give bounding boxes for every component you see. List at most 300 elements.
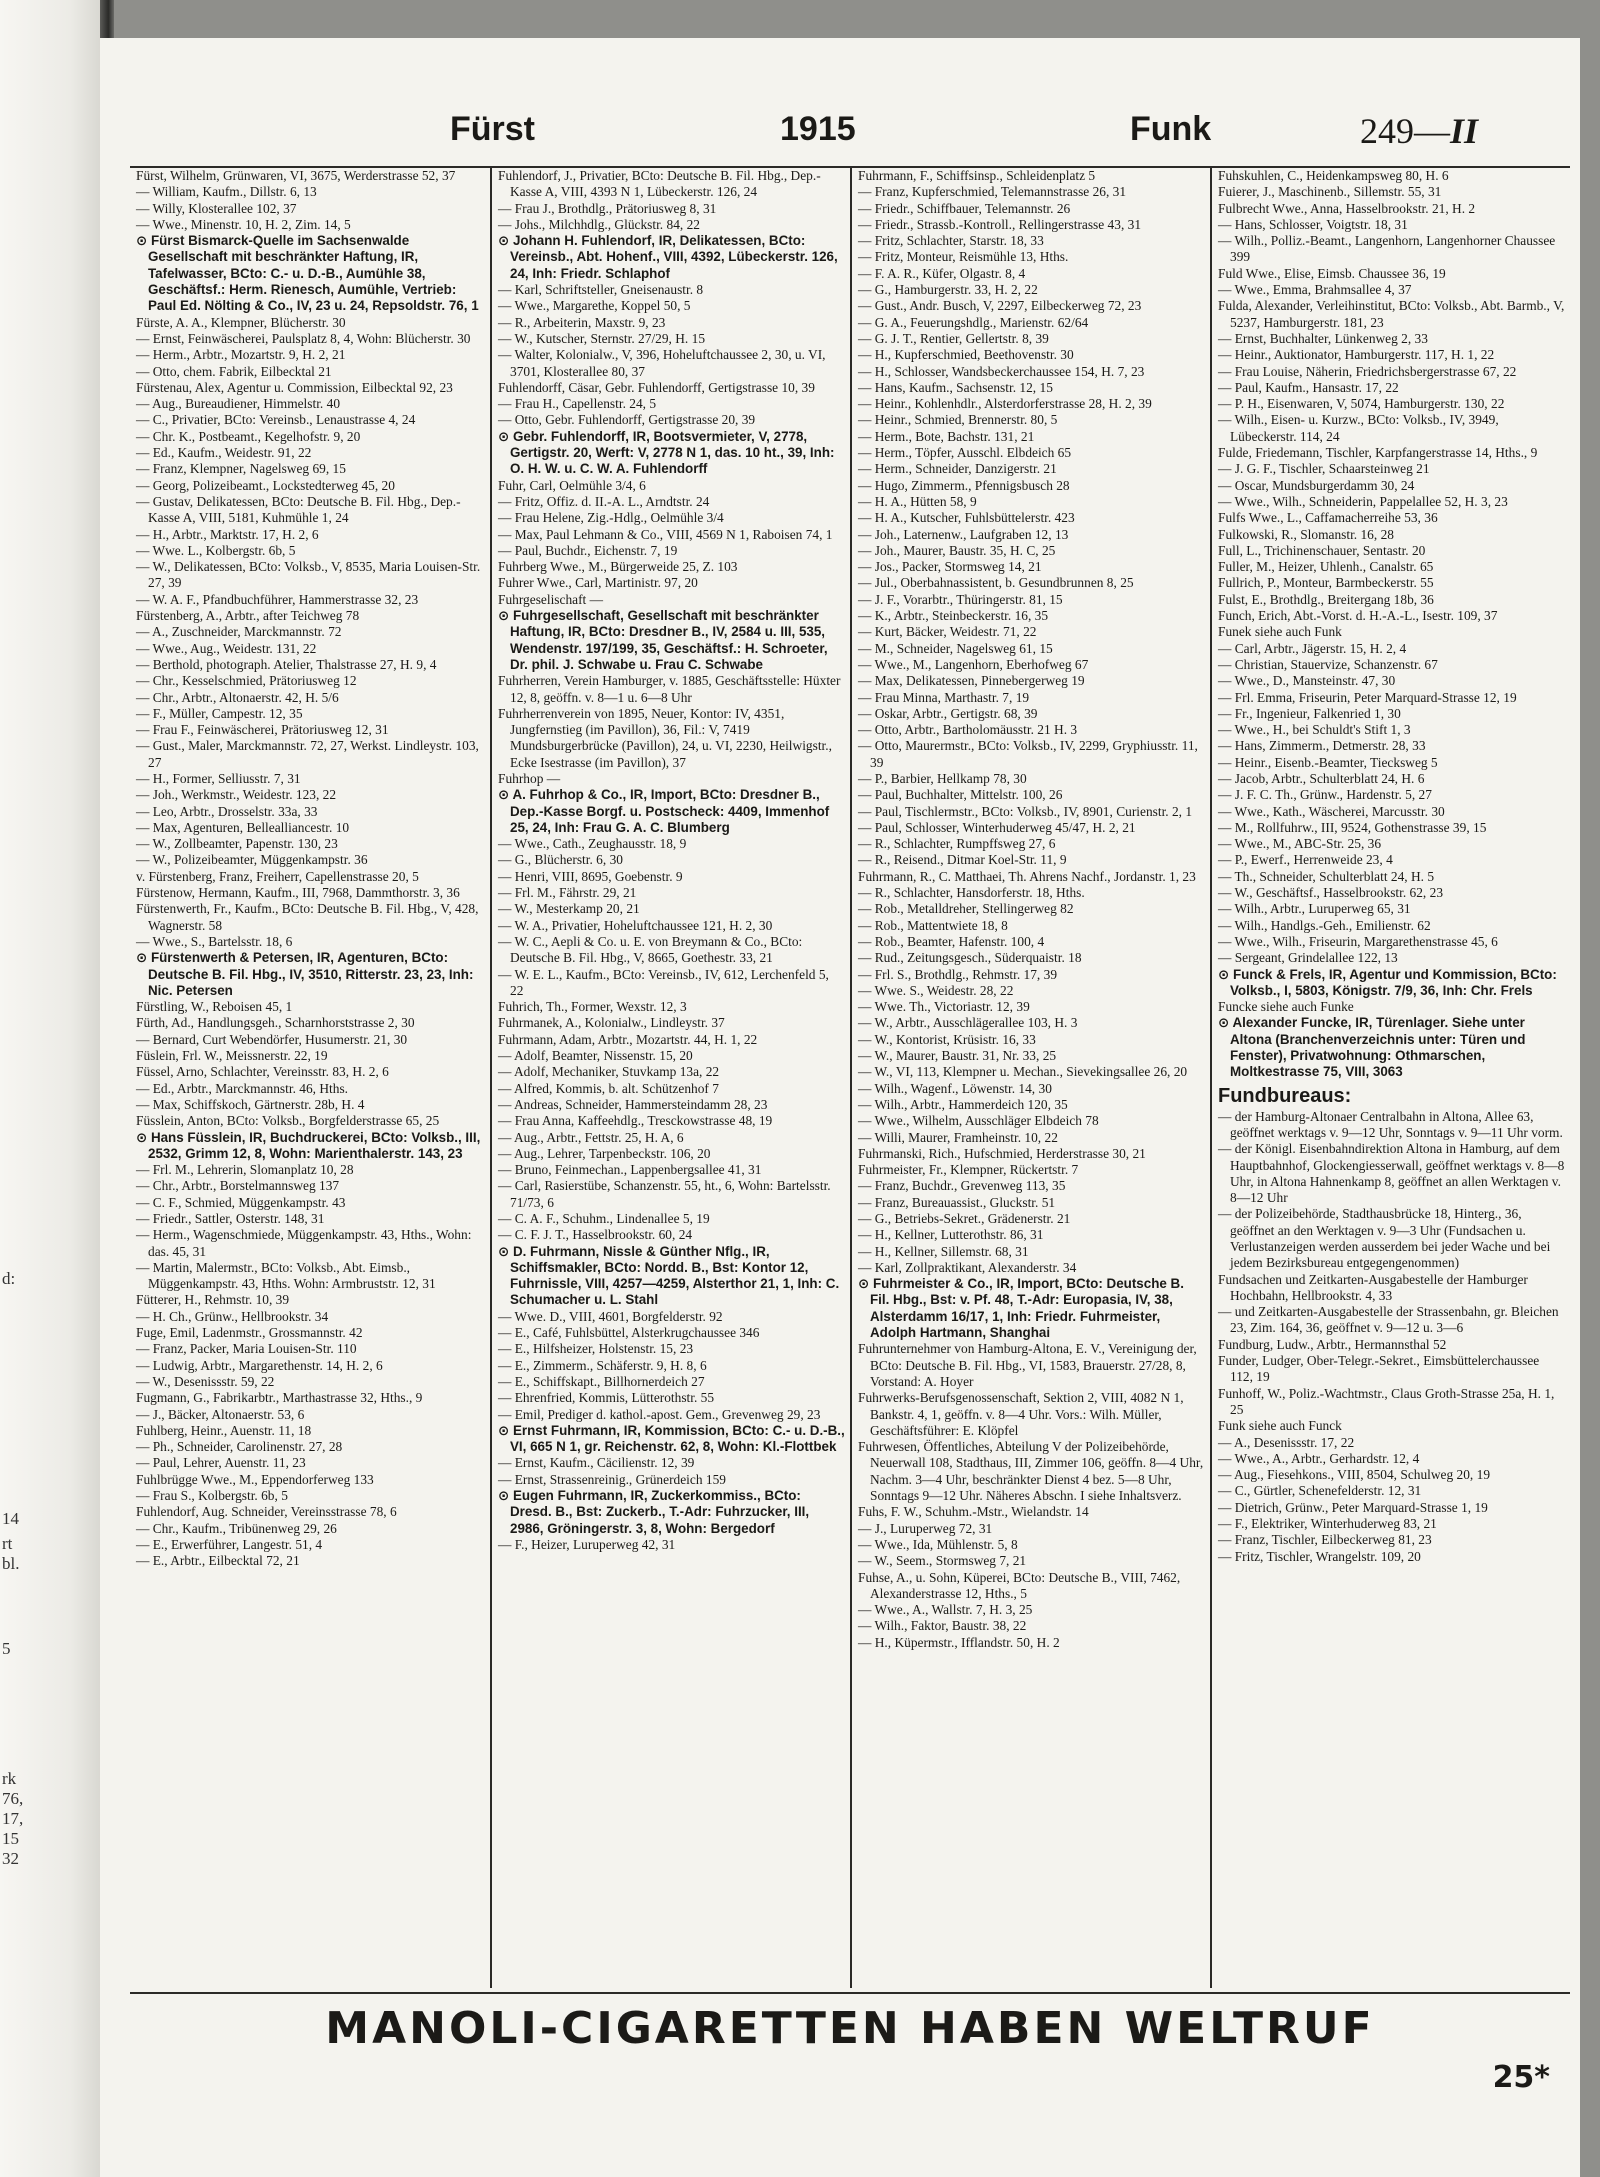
directory-entry: — P., Ewerf., Herrenweide 23, 4 bbox=[1218, 852, 1393, 868]
directory-entry: ⊙ Funck & Frels, IR, Agentur und Kommission, BCto: Volksb., I, 5803, Königstr. 7/9, 36, Inh: Chr. Frels bbox=[1218, 966, 1557, 998]
directory-entry: — Wwe., Aug., Weidestr. 131, 22 bbox=[136, 640, 317, 656]
directory-entry: — Fritz, Offiz. d. II.-A. L., Arndtstr. 24 bbox=[498, 493, 710, 509]
directory-entry: — Hans, Schlosser, Voigtstr. 18, 31 bbox=[1218, 216, 1408, 232]
directory-entry: — Fritz, Monteur, Reismühle 13, Hths. bbox=[858, 249, 1069, 265]
directory-entry: — Friedr., Sattler, Osterstr. 148, 31 bbox=[136, 1211, 325, 1226]
directory-entry: — und Zeitkarten-Ausgabestelle der Strassenbahn, gr. Bleichen 23, Zim. 164, 36, geöffnet v. 9—12 u. 3—6 bbox=[1218, 1304, 1559, 1336]
directory-entry: Fulkowski, R., Slomanstr. 16, 28 bbox=[1218, 526, 1394, 542]
directory-entry: — Leo, Arbtr., Drosselstr. 33a, 33 bbox=[136, 803, 318, 819]
directory-entry: ⊙ Alexander Funcke, IR, Türenlager. Siehe unter Altona (Branchenverzeichnis unter: Türen und Fenster), Privatwohnung: Othmarschen, Moltkestrasse 75, VIII, 3063 bbox=[1218, 1015, 1526, 1080]
directory-entry: — Wwe., Margarethe, Koppel 50, 5 bbox=[498, 298, 691, 314]
margin-fragment: rt bbox=[2, 1534, 13, 1553]
directory-entry: — Wwe. D., VIII, 4601, Borgfelderstr. 92 bbox=[498, 1308, 723, 1324]
directory-entry: — Paul, Kaufm., Hansastr. 17, 22 bbox=[1218, 379, 1399, 395]
directory-entry: — Joh., Laternenw., Laufgraben 12, 13 bbox=[858, 526, 1069, 542]
directory-entry: — E., Zimmerm., Schäferstr. 9, H. 8, 6 bbox=[498, 1357, 707, 1373]
directory-entry: Fuhrmeister, Fr., Klempner, Rückertstr. 7 bbox=[858, 1162, 1079, 1178]
directory-entry: — Wwe., A., Wallstr. 7, H. 3, 25 bbox=[858, 1602, 1033, 1618]
directory-entry: Füslein, Frl. W., Meissnerstr. 22, 19 bbox=[136, 1048, 328, 1064]
directory-entry: — Franz, Packer, Maria Louisen-Str. 110 bbox=[136, 1341, 357, 1357]
margin-fragment: rk bbox=[2, 1769, 17, 1788]
directory-entry: — P. H., Eisenwaren, V, 5074, Hamburgerstr. 130, 22 bbox=[1218, 396, 1505, 412]
directory-entry: ⊙ Gebr. Fuhlendorff, IR, Bootsvermieter, V, 2778, Gertigstr. 20, Werft: V, 2778 N 1, das. 10 ht., 39, Inh: O. H. W. u. C. W. A. Fuhlendorff bbox=[498, 428, 835, 477]
directory-entry: — Chr. K., Postbeamt., Kegelhofstr. 9, 20 bbox=[136, 428, 361, 444]
directory-entry: — Fritz, Tischler, Wrangelstr. 109, 20 bbox=[1218, 1548, 1421, 1564]
directory-entry: — Dietrich, Grünw., Peter Marquard-Strasse 1, 19 bbox=[1218, 1499, 1488, 1515]
directory-entry: ⊙ Fürstenwerth & Petersen, IR, Agenturen, BCto: Deutsche B. Fil. Hbg., IV, 3510, Ritterstr. 23, 23, Inh: Nic. Petersen bbox=[136, 950, 474, 998]
directory-entry: Fuierer, J., Maschinenb., Sillemstr. 55, 31 bbox=[1218, 184, 1442, 200]
directory-entry: — Wwe., Wilhelm, Ausschläger Elbdeich 78 bbox=[858, 1113, 1099, 1129]
directory-entry: Fuhrherrenverein von 1895, Neuer, Kontor: IV, 4351, Jungfernstieg (im Pavillon), 36, Fil.: V, 7419 Mundsburgerbrücke (Pavillon), 24, u. VI, 2230, Heilwigstr., Ecke Isestrasse (im Pavillon), 37 bbox=[498, 705, 832, 770]
margin-fragment: 17, bbox=[2, 1809, 24, 1828]
directory-entry: ⊙ D. Fuhrmann, Nissle & Günther Nflg., IR, Schiffsmakler, BCto: Nordd. B., Bst: Kontor 12, Fuhrnissle, VIII, 4257—4259, Alsterthor 21, 1, Inh: C. Schumacher u. L. Stahl bbox=[498, 1243, 840, 1308]
directory-entry: Fullrich, P., Monteur, Barmbeckerstr. 55 bbox=[1218, 575, 1434, 591]
directory-entry: Fuhrhop — bbox=[498, 770, 561, 786]
directory-entry: — Oscar, Mundsburgerdamm 30, 24 bbox=[1218, 477, 1415, 493]
directory-entry: — W. A., Privatier, Hoheluftchaussee 121, H. 2, 30 bbox=[498, 917, 773, 933]
directory-entry: — G. J. T., Rentier, Gellertstr. 8, 39 bbox=[858, 330, 1049, 346]
directory-entry: — Paul, Schlosser, Winterhuderweg 45/47, H. 2, 21 bbox=[858, 819, 1136, 835]
directory-entry: — Wwe., Cath., Zeughausstr. 18, 9 bbox=[498, 836, 687, 852]
directory-entry: — E., Hilfsheizer, Holstenstr. 15, 23 bbox=[498, 1341, 694, 1357]
directory-entry: — C. A. F., Schuhm., Lindenallee 5, 19 bbox=[498, 1211, 710, 1226]
directory-entry: Füsslein, Anton, BCto: Volksb., Borgfelderstrasse 65, 25 bbox=[136, 1113, 440, 1129]
directory-entry: — Rud., Zeitungsgesch., Süderquaistr. 18 bbox=[858, 950, 1082, 966]
directory-entry: Full, L., Trichinenschauer, Sentastr. 20 bbox=[1218, 542, 1426, 558]
directory-entry: — Herm., Wagenschmiede, Müggenkampstr. 43, Hths., Wohn: das. 45, 31 bbox=[136, 1227, 472, 1259]
directory-entry: — Wilh., Faktor, Baustr. 38, 22 bbox=[858, 1618, 1027, 1634]
directory-entry: — Heinr., Kohlenhdlr., Alsterdorferstrasse 28, H. 2, 39 bbox=[858, 396, 1152, 412]
directory-entry: — Oskar, Arbtr., Gertigstr. 68, 39 bbox=[858, 705, 1038, 721]
directory-entry: — Sergeant, Grindelallee 122, 13 bbox=[1218, 950, 1398, 966]
directory-entry: — Max, Delikatessen, Pinnebergerweg 19 bbox=[858, 673, 1085, 689]
directory-entry: — M., Schneider, Nagelsweg 61, 15 bbox=[858, 640, 1053, 656]
directory-entry: — W. E. L., Kaufm., BCto: Vereinsb., IV, 612, Lerchenfeld 5, 22 bbox=[498, 966, 829, 998]
directory-entry: Fuhlbrügge Wwe., M., Eppendorferweg 133 bbox=[136, 1471, 374, 1487]
directory-entry: — E., Schiffskapt., Billhornerdeich 27 bbox=[498, 1373, 705, 1389]
directory-entry: — Johs., Milchhdlg., Glückstr. 84, 22 bbox=[498, 216, 700, 232]
directory-entry: — Friedr., Schiffbauer, Telemannstr. 26 bbox=[858, 200, 1071, 216]
directory-entry: ⊙ Ernst Fuhrmann, IR, Kommission, BCto: C.- u. D.-B., VI, 665 N 1, gr. Reichenstr. 62, 8, Wohn: Kl.-Flottbek bbox=[498, 1422, 845, 1455]
directory-entry: — Jos., Packer, Stormsweg 14, 21 bbox=[858, 559, 1042, 575]
directory-entry: — Joh., Maurer, Baustr. 35, H. C, 25 bbox=[858, 542, 1056, 558]
directory-entry: Funcke siehe auch Funke bbox=[1218, 999, 1354, 1015]
directory-entry: — Franz, Kupferschmied, Telemannstrasse 26, 31 bbox=[858, 184, 1127, 200]
directory-entry: — der Königl. Eisenbahndirektion Altona in Hamburg, auf dem Hauptbahnhof, Glockengiesserwall, geöffnet werktags v. 8—8 Uhr, in Altona Hahnenkamp 8, geöffnet an allen Werktagen v. 8—12 Uhr bbox=[1218, 1141, 1565, 1206]
directory-entry: ⊙ Johann H. Fuhlendorf, IR, Delikatessen, BCto: Vereinsb., Abt. Hohenf., VIII, 4392, Lübeckerstr. 126, 24, Inh: Friedr. Schlaphof bbox=[498, 233, 838, 281]
directory-entry: — Rob., Beamter, Hafenstr. 100, 4 bbox=[858, 933, 1045, 949]
directory-entry: — Rob., Mattentwiete 18, 8 bbox=[858, 917, 1008, 933]
margin-fragment: bl. bbox=[2, 1554, 20, 1573]
directory-entry: — H., Arbtr., Marktstr. 17, H. 2, 6 bbox=[136, 526, 319, 542]
directory-entry: — H., Kellner, Sillemstr. 68, 31 bbox=[858, 1243, 1029, 1259]
directory-entry: — E., Café, Fuhlsbüttel, Alsterkrugchaussee 346 bbox=[498, 1325, 760, 1341]
directory-entry: — Christian, Stauervize, Schanzenstr. 67 bbox=[1218, 656, 1438, 672]
directory-entry: — Herm., Schneider, Danzigerstr. 21 bbox=[858, 461, 1057, 477]
directory-entry: ⊙ A. Fuhrhop & Co., IR, Import, BCto: Dresdner B., Dep.-Kasse Borgf. u. Postscheck: 4409, Immenhof 25, 24, Inh: Frau G. A. C. Blumberg bbox=[498, 787, 830, 835]
directory-entry: — Fr., Ingenieur, Falkenried 1, 30 bbox=[1218, 705, 1401, 721]
directory-entry: — Frl. Emma, Friseurin, Peter Marquard-Strasse 12, 19 bbox=[1218, 689, 1517, 705]
directory-entry: — Chr., Arbtr., Altonaerstr. 42, H. 5/6 bbox=[136, 689, 339, 705]
directory-entry: — H., Schlosser, Wandsbeckerchaussee 154, H. 7, 23 bbox=[858, 363, 1145, 379]
directory-entry: — Frau Louise, Näherin, Friedrichsbergerstrasse 67, 22 bbox=[1218, 363, 1517, 379]
directory-entry: — Wwe., A., Arbtr., Gerhardstr. 12, 4 bbox=[1218, 1450, 1420, 1466]
directory-entry: — Aug., Bureaudiener, Himmelstr. 40 bbox=[136, 396, 341, 412]
directory-entry: — der Hamburg-Altonaer Centralbahn in Altona, Allee 63, geöffnet werktags v. 9—12 Uhr, Sonntags v. 9—11 Uhr vorm. bbox=[1218, 1108, 1563, 1140]
directory-entry: Fuhrmanski, Rich., Hufschmied, Herderstrasse 30, 21 bbox=[858, 1145, 1146, 1161]
directory-entry: — Aug., Lehrer, Tarpenbeckstr. 106, 20 bbox=[498, 1145, 711, 1161]
directory-entry: — Wwe., Minenstr. 10, H. 2, Zim. 14, 5 bbox=[136, 216, 351, 232]
margin-fragment: 32 bbox=[2, 1849, 19, 1868]
directory-entry: — W., Mesterkamp 20, 21 bbox=[498, 901, 640, 917]
directory-entry: — J., Bäcker, Altonaerstr. 53, 6 bbox=[136, 1406, 305, 1422]
directory-entry: — Wilh., Arbtr., Hammerdeich 120, 35 bbox=[858, 1096, 1068, 1112]
directory-entry: — J., Luruperweg 72, 31 bbox=[858, 1520, 993, 1536]
directory-entry: Fuhrmanek, A., Kolonialw., Lindleystr. 37 bbox=[498, 1015, 725, 1031]
directory-entry: — F., Müller, Campestr. 12, 35 bbox=[136, 705, 303, 721]
margin-fragment: 76, bbox=[2, 1789, 24, 1808]
directory-entry: — Friedr., Strassb.-Kontroll., Rellingerstrasse 43, 31 bbox=[858, 216, 1142, 232]
directory-entry: — Martin, Malermstr., BCto: Volksb., Abt. Eimsb., Müggenkampstr. 43, Hths. Wohn: Armbruststr. 12, 31 bbox=[136, 1259, 436, 1292]
directory-entry: ⊙ Eugen Fuhrmann, IR, Zuckerkommiss., BCto: Dresd. B., Bst: Zuckerb., T.-Adr: Fuhrzucker, III, 2986, Gröningerstr. 3, 8, Wohn: Bergedorf bbox=[498, 1488, 810, 1536]
directory-entry: — R., Reisend., Ditmar Koel-Str. 11, 9 bbox=[858, 852, 1067, 868]
directory-entry: — E., Arbtr., Eilbecktal 72, 21 bbox=[136, 1553, 300, 1569]
directory-entry: Fuhse, A., u. Sohn, Küperei, BCto: Deutsche B., VIII, 7462, Alexanderstrasse 12, Hths., 5 bbox=[858, 1569, 1181, 1601]
directory-entry: Fuhlendorf, Aug. Schneider, Vereinsstrasse 78, 6 bbox=[136, 1504, 397, 1520]
directory-entry: — W., Seem., Stormsweg 7, 21 bbox=[858, 1553, 1027, 1569]
directory-entry: — R., Schlachter, Rumpffsweg 27, 6 bbox=[858, 836, 1056, 852]
directory-entry: — Henri, VIII, 8695, Goebenstr. 9 bbox=[498, 868, 683, 884]
footer-rule bbox=[130, 1992, 1570, 1994]
directory-entry: — Ernst, Feinwäscherei, Paulsplatz 8, 4, Wohn: Blücherstr. 30 bbox=[136, 330, 471, 346]
directory-entry: — Andreas, Schneider, Hammersteindamm 28, 23 bbox=[498, 1096, 768, 1112]
directory-entry: — Chr., Kesselschmied, Prätoriusweg 12 bbox=[136, 673, 357, 689]
directory-entry: — Wilh., Wagenf., Löwenstr. 14, 30 bbox=[858, 1080, 1052, 1096]
directory-entry: Fundsachen und Zeitkarten-Ausgabestelle der Hamburger Hochbahn, Hellbrookstr. 4, 33 bbox=[1218, 1271, 1528, 1303]
directory-entry: v. Fürstenberg, Franz, Freiherr, Capellenstrasse 20, 5 bbox=[136, 868, 419, 884]
directory-entry: — Max, Schiffskoch, Gärtnerstr. 28b, H. 4 bbox=[136, 1096, 365, 1112]
margin-fragment: 14 bbox=[2, 1509, 19, 1528]
directory-entry: — Wwe., Wilh., Schneiderin, Pappelallee 52, H. 3, 23 bbox=[1218, 493, 1508, 509]
directory-entry: — J. F., Vorarbtr., Thüringerstr. 81, 15 bbox=[858, 591, 1063, 607]
directory-entry: — Karl, Schriftsteller, Gneisenaustr. 8 bbox=[498, 282, 704, 298]
directory-entry: — Max, Paul Lehmann & Co., VIII, 4569 N 1, Raboisen 74, 1 bbox=[498, 526, 833, 542]
directory-entry: Funch, Erich, Abt.-Vorst. d. H.-A.-L., Isestr. 109, 37 bbox=[1218, 608, 1498, 624]
directory-entry: — Paul, Tischlermstr., BCto: Volksb., IV, 8901, Curienstr. 2, 1 bbox=[858, 803, 1193, 819]
directory-entry: — Carl, Arbtr., Jägerstr. 15, H. 2, 4 bbox=[1218, 640, 1407, 656]
directory-entry: Fürst, Wilhelm, Grünwaren, VI, 3675, Werderstrasse 52, 37 bbox=[136, 168, 456, 183]
directory-entry: — H., Former, Selliusstr. 7, 31 bbox=[136, 770, 301, 786]
directory-entry: — Aug., Arbtr., Fettstr. 25, H. A, 6 bbox=[498, 1129, 684, 1145]
directory-entry: ⊙ Hans Füsslein, IR, Buchdruckerei, BCto: Volksb., III, 2532, Grimm 12, 8, Wohn: Marienthalerstr. 143, 23 bbox=[136, 1129, 481, 1161]
directory-entry: Fulda, Alexander, Verleihinstitut, BCto: Volksb., Abt. Barmb., V, 5237, Hamburgerstr. 181, 23 bbox=[1218, 298, 1565, 330]
directory-entry: Fundburg, Ludw., Arbtr., Hermannsthal 52 bbox=[1218, 1336, 1447, 1352]
directory-entry: — Frau Minna, Marthastr. 7, 19 bbox=[858, 689, 1030, 705]
directory-entry: ⊙ Fuhrmeister & Co., IR, Import, BCto: Deutsche B. Fil. Hbg., Bst: v. Pf. 48, T.-Adr: Europasia, IV, 38, Alsterdamm 16/17, 1, Inh: Friedr. Fuhrmeister, Adolph Hartmann, Shanghai bbox=[858, 1276, 1184, 1341]
directory-entry: — Ed., Arbtr., Marckmannstr. 46, Hths. bbox=[136, 1080, 348, 1096]
directory-entry: — Emil, Prediger d. kathol.-apost. Gem., Grevenweg 29, 23 bbox=[498, 1406, 821, 1422]
directory-entry: Funk siehe auch Funck bbox=[1218, 1418, 1342, 1434]
directory-entry: — A., Zuschneider, Marckmannstr. 72 bbox=[136, 624, 342, 640]
directory-entry: — Ernst, Buchhalter, Lünkenweg 2, 33 bbox=[1218, 330, 1428, 346]
directory-entry: — Gust., Andr. Busch, V, 2297, Eilbeckerweg 72, 23 bbox=[858, 298, 1142, 314]
directory-entry: — Frl. S., Brothdlg., Rehmstr. 17, 39 bbox=[858, 966, 1058, 982]
directory-entry: — Gustav, Delikatessen, BCto: Deutsche B. Fil. Hbg., Dep.-Kasse A, VIII, 5181, Kuhmühle 1, 24 bbox=[136, 493, 461, 526]
directory-entry: — W., VI, 113, Klempner u. Mechan., Sievekingsallee 26, 20 bbox=[858, 1064, 1188, 1080]
directory-entry: — Th., Schneider, Schulterblatt 24, H. 5 bbox=[1218, 868, 1435, 884]
directory-entry: — R., Arbeiterin, Maxstr. 9, 23 bbox=[498, 314, 666, 330]
directory-entry: — F., Heizer, Luruperweg 42, 31 bbox=[498, 1536, 676, 1552]
left-page-edge bbox=[0, 0, 100, 2177]
directory-entry: — Franz, Buchdr., Grevenweg 113, 35 bbox=[858, 1178, 1066, 1194]
directory-entry: Funhoff, W., Poliz.-Wachtmstr., Claus Groth-Strasse 25a, H. 1, 25 bbox=[1218, 1385, 1555, 1417]
directory-entry: — Franz, Tischler, Eilbeckerweg 81, 23 bbox=[1218, 1532, 1432, 1548]
directory-entry: Fuld Wwe., Elise, Eimsb. Chaussee 36, 19 bbox=[1218, 265, 1446, 281]
directory-entry: — Frl. M., Lehrerin, Slomanplatz 10, 28 bbox=[136, 1162, 354, 1178]
directory-entry: — Georg, Polizeibeamt., Lockstedterweg 45, 20 bbox=[136, 477, 395, 493]
directory-entry: — R., Schlachter, Hansdorferstr. 18, Hths. bbox=[858, 885, 1085, 901]
directory-entry: — Wwe., S., Bartelsstr. 18, 6 bbox=[136, 933, 293, 949]
directory-entry: — Ernst, Strassenreinig., Grünerdeich 159 bbox=[498, 1471, 726, 1487]
directory-columns bbox=[130, 168, 1570, 1988]
directory-entry: — G., Blücherstr. 6, 30 bbox=[498, 852, 623, 868]
directory-entry: Fuhskuhlen, C., Heidenkampsweg 80, H. 6 bbox=[1218, 168, 1449, 183]
directory-entry: — der Polizeibehörde, Stadthausbrücke 18, Hinterg., 36, geöffnet an den Werktagen v. 9—3 Uhr (Fundsachen u. Verlustanzeigen werden ausserdem bei jeder Wache und bei jedem Bezirksbureau entgegengenommen) bbox=[1218, 1206, 1551, 1271]
directory-entry: — W., Maurer, Baustr. 31, Nr. 33, 25 bbox=[858, 1048, 1057, 1064]
directory-entry: — G., Betriebs-Sekret., Grädenerstr. 21 bbox=[858, 1211, 1071, 1226]
directory-entry: — W., Desenissstr. 59, 22 bbox=[136, 1373, 275, 1389]
directory-entry: — Herm., Bote, Bachstr. 131, 21 bbox=[858, 428, 1035, 444]
sheet-signature: 25* bbox=[1492, 2060, 1550, 2095]
directory-entry: — Ernst, Kaufm., Cäcilienstr. 12, 39 bbox=[498, 1455, 695, 1471]
directory-entry: — Frau H., Capellenstr. 24, 5 bbox=[498, 396, 657, 412]
header-year: 1915 bbox=[780, 110, 856, 148]
directory-entry: ⊙ Fuhrgesellschaft, Gesellschaft mit beschränkter Haftung, IR, BCto: Dresdner B., IV, 2584 u. III, 535, Wendenstr. 197/199, 35, Geschäftsf.: H. Schroeter, Dr. phil. J. Schwabe u. Frau C. Schwabe bbox=[498, 608, 828, 672]
directory-entry: — W. C., Aepli & Co. u. E. von Breymann & Co., BCto: Deutsche B. Fil. Hbg., V, 8665, Goethestr. 33, 21 bbox=[498, 933, 803, 966]
directory-entry: — W. A. F., Pfandbuchführer, Hammerstrasse 32, 23 bbox=[136, 591, 419, 607]
directory-entry: Fuhrich, Th., Former, Wexstr. 12, 3 bbox=[498, 999, 687, 1015]
directory-entry: — Jul., Oberbahnassistent, b. Gesundbrunnen 8, 25 bbox=[858, 575, 1134, 591]
directory-entry: Fulfs Wwe., L., Caffamacherreihe 53, 36 bbox=[1218, 510, 1438, 526]
directory-entry: — Otto, Gebr. Fuhlendorff, Gertigstrasse 20, 39 bbox=[498, 412, 756, 428]
directory-entry: Fürstling, W., Reboisen 45, 1 bbox=[136, 999, 293, 1015]
directory-entry: — Bruno, Feinmechan., Lappenbergsallee 41, 31 bbox=[498, 1162, 762, 1178]
directory-entry: — Berthold, photograph. Atelier, Thalstrasse 27, H. 9, 4 bbox=[136, 656, 437, 672]
directory-entry: — Chr., Kaufm., Tribünenweg 29, 26 bbox=[136, 1520, 337, 1536]
directory-entry: — Aug., Fiesehkons., VIII, 8504, Schulweg 20, 19 bbox=[1218, 1467, 1491, 1483]
directory-entry: — K., Arbtr., Steinbeckerstr. 16, 35 bbox=[858, 608, 1049, 624]
directory-entry: Fuhs, F. W., Schuhm.-Mstr., Wielandstr. 14 bbox=[858, 1504, 1089, 1520]
directory-entry: — J. G. F., Tischler, Schaarsteinweg 21 bbox=[1218, 461, 1430, 477]
directory-entry: — H., Küpermstr., Ifflandstr. 50, H. 2 bbox=[858, 1634, 1060, 1650]
directory-entry: — Hans, Kaufm., Sachsenstr. 12, 15 bbox=[858, 379, 1053, 395]
directory-entry: Fuhlberg, Heinr., Auenstr. 11, 18 bbox=[136, 1422, 312, 1438]
directory-entry: — Wwe., M., Langenhorn, Eberhofweg 67 bbox=[858, 656, 1089, 672]
directory-entry: — Wwe., H., bei Schuldt's Stift 1, 3 bbox=[1218, 722, 1411, 738]
directory-entry: — W., Kontorist, Krüsistr. 16, 33 bbox=[858, 1031, 1036, 1047]
right-page-edge bbox=[1588, 0, 1600, 2177]
directory-entry: — W., Arbtr., Ausschlägerallee 103, H. 3 bbox=[858, 1015, 1078, 1031]
directory-entry: — Wwe. L., Kolbergstr. 6b, 5 bbox=[136, 542, 296, 558]
directory-entry: — C., Privatier, BCto: Vereinsb., Lenaustrasse 4, 24 bbox=[136, 412, 416, 428]
directory-entry: — W., Zollbeamter, Papenstr. 130, 23 bbox=[136, 836, 338, 852]
directory-entry: Fulbrecht Wwe., Anna, Hasselbrookstr. 21, H. 2 bbox=[1218, 200, 1476, 216]
directory-entry: — Wwe., M., ABC-Str. 25, 36 bbox=[1218, 836, 1382, 852]
directory-entry: — H. A., Hütten 58, 9 bbox=[858, 493, 977, 509]
directory-entry: — Wwe., Kath., Wäscherei, Marcusstr. 30 bbox=[1218, 803, 1445, 819]
directory-entry: — Heinr., Schmied, Brennerstr. 80, 5 bbox=[858, 412, 1058, 428]
directory-entry: — William, Kaufm., Dillstr. 6, 13 bbox=[136, 184, 317, 200]
directory-entry: — Fritz, Schlachter, Starstr. 18, 33 bbox=[858, 233, 1044, 249]
directory-entry: — Alfred, Kommis, b. alt. Schützenhof 7 bbox=[498, 1080, 719, 1096]
directory-entry: — J. F. C. Th., Grünw., Hardenstr. 5, 27 bbox=[1218, 787, 1432, 803]
directory-entry: — Herm., Arbtr., Mozartstr. 9, H. 2, 21 bbox=[136, 347, 346, 363]
page-number: 249—II bbox=[1360, 111, 1479, 151]
directory-entry: — Otto, Arbtr., Bartholomäusstr. 21 H. 3 bbox=[858, 722, 1078, 738]
directory-entry: Fuhrmann, F., Schiffsinsp., Schleidenplatz 5 bbox=[858, 168, 1096, 183]
directory-entry: — Wilh., Eisen- u. Kurzw., BCto: Volksb., IV, 3949, Lübeckerstr. 114, 24 bbox=[1218, 412, 1499, 444]
directory-entry: — Franz, Bureauassist., Gluckstr. 51 bbox=[858, 1194, 1056, 1210]
directory-entry: — Wilh., Arbtr., Luruperweg 65, 31 bbox=[1218, 901, 1411, 917]
directory-entry: — Wwe., D., Mansteinstr. 47, 30 bbox=[1218, 673, 1396, 689]
directory-entry: — Wwe., Ida, Mühlenstr. 5, 8 bbox=[858, 1536, 1018, 1552]
directory-entry: — C., Gürtler, Schenefelderstr. 12, 31 bbox=[1218, 1483, 1422, 1499]
directory-entry: — W., Polizeibeamter, Müggenkampstr. 36 bbox=[136, 852, 368, 868]
column-4 bbox=[1210, 168, 1570, 1988]
directory-entry: — Adolf, Mechaniker, Stuvkamp 13a, 22 bbox=[498, 1064, 720, 1080]
directory-entry: — H. Ch., Grünw., Hellbrookstr. 34 bbox=[136, 1308, 329, 1324]
directory-entry: — C. F., Schmied, Müggenkampstr. 43 bbox=[136, 1194, 346, 1210]
directory-entry: Fugmann, G., Fabrikarbtr., Marthastrasse 32, Hths., 9 bbox=[136, 1390, 423, 1406]
directory-entry: — E., Erwerführer, Langestr. 51, 4 bbox=[136, 1536, 323, 1552]
margin-fragment: d: bbox=[2, 1269, 16, 1288]
directory-entry: Fuhrgeselischaft — bbox=[498, 591, 603, 607]
directory-entry: — Wwe., Wilh., Friseurin, Margarethenstrasse 45, 6 bbox=[1218, 933, 1498, 949]
directory-entry: ⊙ Fürst Bismarck-Quelle im Sachsenwalde Gesellschaft mit beschränkter Haftung, IR, Tafelwasser, BCto: C.- u. D.-B., Aumühle 38, Geschäftsf.: Herm. Rienesch, Aumühle, Vertrieb: Paul Ed. Nölting & Co., IV, 23 u. 24, Repsoldstr. 76, 1 bbox=[136, 233, 479, 314]
directory-entry: — Frau Anna, Kaffeehdlg., Tresckowstrasse 48, 19 bbox=[498, 1113, 773, 1129]
directory-entry: — Wwe. S., Weidestr. 28, 22 bbox=[858, 982, 1014, 998]
directory-entry: — Kurt, Bäcker, Weidestr. 71, 22 bbox=[858, 624, 1037, 640]
directory-entry: Fürstenau, Alex, Agentur u. Commission, Eilbecktal 92, 23 bbox=[136, 379, 453, 395]
directory-entry: — Wilh., Polliz.-Beamt., Langenhorn, Langenhorner Chaussee 399 bbox=[1218, 233, 1556, 265]
directory-entry: — Herm., Töpfer, Ausschl. Elbdeich 65 bbox=[858, 445, 1072, 461]
directory-entry: Fuhrherren, Verein Hamburger, v. 1885, Geschäftsstelle: Hüxter 12, 8, geöffn. v. 8—1 u. 6—8 Uhr bbox=[498, 673, 841, 705]
running-header bbox=[130, 100, 1570, 160]
directory-entry: — W., Kutscher, Sternstr. 27/29, H. 15 bbox=[498, 330, 706, 346]
directory-entry: — Frau F., Feinwäscherei, Prätoriusweg 12, 31 bbox=[136, 722, 389, 738]
directory-entry: Fürstenow, Hermann, Kaufm., III, 7968, Dammthorstr. 3, 36 bbox=[136, 885, 460, 901]
directory-entry: — Frl. M., Fährstr. 29, 21 bbox=[498, 885, 637, 901]
directory-entry: — F., Elektriker, Winterhuderweg 83, 21 bbox=[1218, 1516, 1437, 1532]
directory-entry: Fütterer, H., Rehmstr. 10, 39 bbox=[136, 1292, 290, 1308]
directory-entry: — M., Rollfuhrw., III, 9524, Gothenstrasse 39, 15 bbox=[1218, 819, 1487, 835]
directory-entry: — Wwe. Th., Victoriastr. 12, 39 bbox=[858, 999, 1030, 1015]
column-3 bbox=[850, 168, 1210, 1988]
directory-entry: Fuhrunternehmer von Hamburg-Altona, E. V., Vereinigung der, BCto: Deutsche B. Fil. Hbg., VI, 1583, Brauerstr. 27/28, 8, Vorstand: A. Hoyer bbox=[858, 1341, 1197, 1389]
directory-entry: — Carl, Rasierstübe, Schanzenstr. 55, ht., 6, Wohn: Bartelsstr. 71/73, 6 bbox=[498, 1178, 831, 1210]
directory-entry: — Frau S., Kolbergstr. 6b, 5 bbox=[136, 1488, 288, 1504]
directory-entry: Fürth, Ad., Handlungsgeh., Scharnhorststrasse 2, 30 bbox=[136, 1015, 415, 1031]
directory-entry: Fuhr, Carl, Oelmühle 3/4, 6 bbox=[498, 477, 646, 493]
directory-entry: — Heinr., Eisenb.-Beamter, Tiecksweg 5 bbox=[1218, 754, 1438, 770]
advertisement-banner: MANOLI-CIGARETTEN HABEN WELTRUF bbox=[325, 2003, 1375, 2054]
directory-entry: Fuhrmann, Adam, Arbtr., Mozartstr. 44, H. 1, 22 bbox=[498, 1031, 758, 1047]
header-last-entry: Funk bbox=[1130, 110, 1212, 148]
directory-entry: — H. A., Kutscher, Fuhlsbüttelerstr. 423 bbox=[858, 510, 1075, 526]
directory-entry: Fuge, Emil, Ladenmstr., Grossmannstr. 42 bbox=[136, 1325, 363, 1341]
directory-entry: — Karl, Zollpraktikant, Alexanderstr. 34 bbox=[858, 1259, 1077, 1275]
directory-entry: Füssel, Arno, Schlachter, Vereinsstr. 83, H. 2, 6 bbox=[136, 1064, 389, 1080]
directory-entry: — Wwe., Emma, Brahmsallee 4, 37 bbox=[1218, 282, 1412, 298]
margin-fragment: 5 bbox=[2, 1639, 11, 1658]
directory-entry: Fuller, M., Heizer, Uhlenh., Canalstr. 65 bbox=[1218, 559, 1434, 575]
directory-entry: — Gust., Maler, Marckmannstr. 72, 27, Werkst. Lindleystr. 103, 27 bbox=[136, 738, 479, 770]
directory-entry: — Jacob, Arbtr., Schulterblatt 24, H. 6 bbox=[1218, 770, 1425, 786]
column-2 bbox=[490, 168, 850, 1988]
directory-entry: — Ludwig, Arbtr., Margarethenstr. 14, H. 2, 6 bbox=[136, 1357, 383, 1373]
directory-entry: — G., Hamburgerstr. 33, H. 2, 22 bbox=[858, 282, 1038, 298]
directory-entry: — Heinr., Auktionator, Hamburgerstr. 117, H. 1, 22 bbox=[1218, 347, 1495, 363]
directory-entry: Fuhrmann, R., C. Matthaei, Th. Ahrens Nachf., Jordanstr. 1, 23 bbox=[858, 868, 1196, 884]
directory-entry: — Wilh., Handlgs.-Geh., Emilienstr. 62 bbox=[1218, 917, 1431, 933]
directory-entry: — Ph., Schneider, Carolinenstr. 27, 28 bbox=[136, 1439, 343, 1455]
directory-entry: — F. A. R., Küfer, Olgastr. 8, 4 bbox=[858, 265, 1026, 281]
directory-entry: Fürstenberg, A., Arbtr., after Teichweg 78 bbox=[136, 608, 360, 624]
directory-entry: — G. A., Feuerungshdlg., Marienstr. 62/64 bbox=[858, 314, 1089, 330]
directory-entry: — Otto, Maurermstr., BCto: Volksb., IV, 2299, Gryphiusstr. 11, 39 bbox=[858, 738, 1198, 770]
directory-entry: — Hugo, Zimmerm., Pfennigsbusch 28 bbox=[858, 477, 1070, 493]
directory-entry: — Bernard, Curt Webendörfer, Husumerstr. 21, 30 bbox=[136, 1031, 408, 1047]
directory-entry: — C. F. J. T., Hasselbrookstr. 60, 24 bbox=[498, 1227, 693, 1243]
directory-entry: — Willi, Maurer, Framheinstr. 10, 22 bbox=[858, 1129, 1058, 1145]
directory-entry: Fuhlendorf, J., Privatier, BCto: Deutsche B. Fil. Hbg., Dep.-Kasse A, VIII, 4393 N 1, Lübeckerstr. 126, 24 bbox=[498, 168, 821, 200]
directory-entry: — Hans, Zimmerm., Detmerstr. 28, 33 bbox=[1218, 738, 1426, 754]
directory-entry: — P., Barbier, Hellkamp 78, 30 bbox=[858, 770, 1027, 786]
directory-entry: Fuhrberg Wwe., M., Bürgerweide 25, Z. 103 bbox=[498, 559, 738, 575]
directory-entry: Fuhlendorff, Cäsar, Gebr. Fuhlendorff, Gertigstrasse 10, 39 bbox=[498, 379, 815, 395]
directory-entry: — Paul, Buchhalter, Mittelstr. 100, 26 bbox=[858, 787, 1063, 803]
directory-entry: — Joh., Werkmstr., Weidestr. 123, 22 bbox=[136, 787, 337, 803]
directory-entry: — Otto, chem. Fabrik, Eilbecktal 21 bbox=[136, 363, 332, 379]
directory-entry: — Frau Helene, Zig.-Hdlg., Oelmühle 3/4 bbox=[498, 510, 724, 526]
directory-entry: — Ed., Kaufm., Weidestr. 91, 22 bbox=[136, 445, 312, 461]
directory-entry: — H., Kellner, Lutterothstr. 86, 31 bbox=[858, 1227, 1044, 1243]
directory-entry: — Paul, Buchdr., Eichenstr. 7, 19 bbox=[498, 542, 678, 558]
directory-entry: Funek siehe auch Funk bbox=[1218, 624, 1342, 640]
header-first-entry: Fürst bbox=[450, 110, 535, 148]
directory-entry: — Adolf, Beamter, Nissenstr. 15, 20 bbox=[498, 1048, 693, 1064]
directory-entry: Fürstenwerth, Fr., Kaufm., BCto: Deutsche B. Fil. Hbg., V, 428, Wagnerstr. 58 bbox=[136, 901, 479, 933]
directory-entry: Fulde, Friedemann, Tischler, Karpfangerstrasse 14, Hths., 9 bbox=[1218, 445, 1538, 461]
directory-entry: — A., Desenissstr. 17, 22 bbox=[1218, 1434, 1355, 1450]
directory-entry: — Walter, Kolonialw., V, 396, Hoheluftchaussee 2, 30, u. VI, 3701, Klosterallee 80, 37 bbox=[498, 347, 826, 379]
directory-entry: — Max, Agenturen, Bellealliancestr. 10 bbox=[136, 819, 350, 835]
directory-entry: Fürste, A. A., Klempner, Blücherstr. 30 bbox=[136, 314, 346, 330]
directory-entry: — Franz, Klempner, Nagelsweg 69, 15 bbox=[136, 461, 346, 477]
directory-entry: Fuhrer Wwe., Carl, Martinistr. 97, 20 bbox=[498, 575, 698, 591]
directory-entry: — Chr., Arbtr., Borstelmannsweg 137 bbox=[136, 1178, 340, 1194]
directory-entry: — Rob., Metalldreher, Stellingerweg 82 bbox=[858, 901, 1074, 917]
directory-entry: — W., Geschäftsf., Hasselbrookstr. 62, 23 bbox=[1218, 885, 1444, 901]
directory-entry: — Willy, Klosterallee 102, 37 bbox=[136, 200, 297, 216]
directory-entry: Fuhrwesen, Öffentliches, Abteilung V der Polizeibehörde, Neuerwall 108, Stadthaus, III, Zimmer 106, geöffn. 8—4 Uhr, Nachm. 3—4 Uhr, beschränkter Dienst 4 bez. 5—8 Uhr, Sonntags 9—12 Uhr. Näheres Abschn. I siehe Inhaltsverz. bbox=[858, 1439, 1204, 1504]
directory-entry: Fuhrwerks-Berufsgenossenschaft, Sektion 2, VIII, 4082 N 1, Bankstr. 4, 1, geöffn. v. 8—4 Uhr. Vors.: Wilh. Müller, Geschäftsführer: E. Klöpfel bbox=[858, 1390, 1184, 1438]
directory-entry: — Paul, Lehrer, Auenstr. 11, 23 bbox=[136, 1455, 306, 1471]
directory-entry: — H., Kupferschmied, Beethovenstr. 30 bbox=[858, 347, 1074, 363]
margin-fragment: 15 bbox=[2, 1829, 19, 1848]
directory-entry: Fundbureaus: bbox=[1218, 1084, 1352, 1107]
directory-entry: — Frau J., Brothdlg., Prätoriusweg 8, 31 bbox=[498, 200, 717, 216]
